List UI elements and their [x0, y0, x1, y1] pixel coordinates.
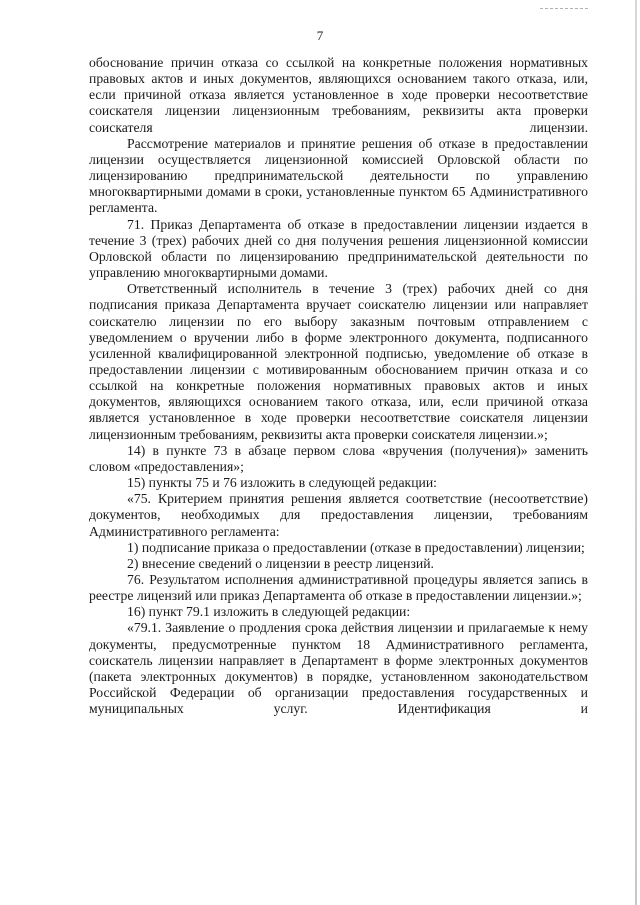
paragraph-commission-review: Рассмотрение материалов и принятие решения об отказе в предоставлении лицензии осуществляется лицензионной комиссией Орловской области по лицензированию предпринимательской деятельности по управлению многоквартирными домами в сроки, установленные пунктом 65 Административного регламента. — [89, 135, 588, 216]
paragraph-item-14: 14) в пункте 73 в абзаце первом слова «вручения (получения)» заменить словом «предоставления»; — [89, 442, 588, 474]
paragraph-criterion-2: 2) внесение сведений о лицензии в реестр лицензий. — [127, 555, 434, 571]
paragraph-clause-76: 76. Результатом исполнения административной процедуры является запись в реестре лицензий или приказ Департамента об отказе в предоставлении лицензии.»; — [89, 572, 588, 604]
paragraph-item-15: 15) пункты 75 и 76 изложить в следующей редакции: — [127, 475, 437, 491]
paragraph-item-16: 16) пункт 79.1 изложить в следующей редакции: — [127, 604, 411, 620]
paragraph-clause-71: 71. Приказ Департамента об отказе в предоставлении лицензии издается в течение 3 (трех) рабочих дней со дня получения решения лицензионной комиссии Орловской области по лицензированию предпринимательской деятельности по управлению многоквартирными домами. — [89, 216, 588, 281]
page-number: 7 — [316, 28, 324, 43]
paragraph-clause-79-1: «79.1. Заявление о продления срока действия лицензии и прилагаемые к нему документы, предусмотренные пунктом 18 Административного регламента, соискатель лицензии направляет в Департамент в форме электронных документов (пакета электронных документов) в порядке, установленном законодательством Российской Федерации об организации предоставления государственных и муниципальных услуг. Идентификация и — [89, 620, 588, 717]
document-body — [89, 55, 588, 717]
paragraph-refusal-grounds: обоснование причин отказа со ссылкой на конкретные положения нормативных правовых актов и иных документов, являющихся основанием такого отказа, или, если причиной отказа является установленное в ходе проверки несоответствие соискателя лицензии лицензионным требованиям, реквизиты акта проверки соискателя лицензии. — [89, 55, 588, 135]
paragraph-criterion-1: 1) подписание приказа о предоставлении (отказе в предоставлении) лицензии; — [127, 539, 585, 555]
scan-page-edge — [635, 0, 637, 905]
paragraph-notification: Ответственный исполнитель в течение 3 (трех) рабочих дней со дня подписания приказа Департамента вручает соискателю лицензии или направляет соискателю лицензии по его выбору заказным почтовым отправлением с уведомлением о вручении либо в форме электронного документа, подписанного усиленной квалифицированной электронной подписью, уведомление об отказе в предоставлении лицензии с мотивированным обоснованием причин отказа и со ссылкой на конкретные положения нормативных правовых актов и иных документов, являющихся основанием такого отказа, или, если причиной отказа является установленное в ходе проверки несоответствие соискателя лицензии лицензионным требованиям, реквизиты акта проверки соискателя лицензии.»; — [89, 281, 588, 442]
paragraph-clause-75: «75. Критерием принятия решения является соответствие (несоответствие) документов, необходимых для предоставления лицензии, требованиям Административного регламента: — [89, 491, 588, 539]
scan-corner-mark — [540, 8, 588, 9]
